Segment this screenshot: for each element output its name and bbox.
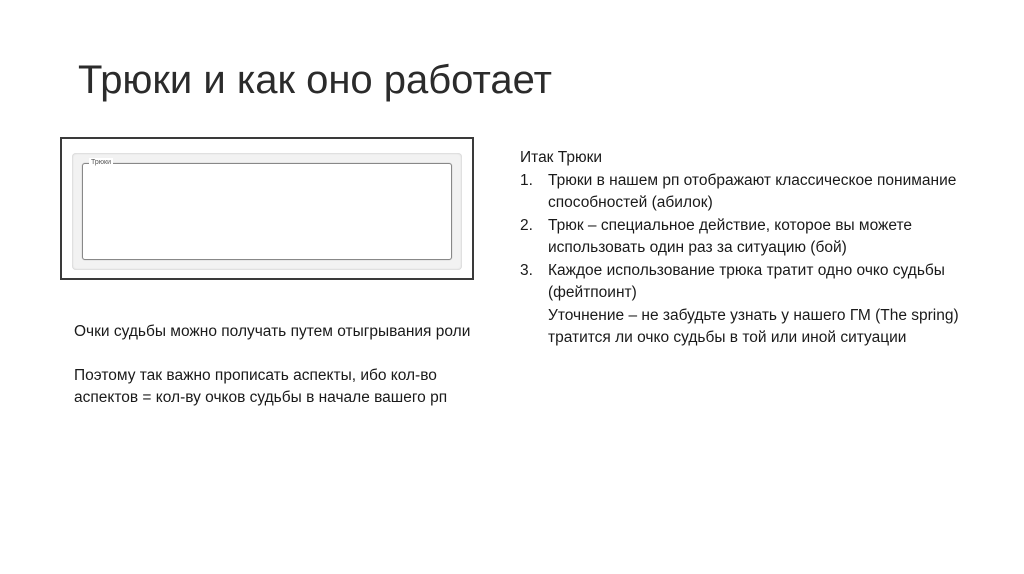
list-item-text: Каждое использование трюка тратит одно очко судьбы (фейтпоинт) — [548, 261, 945, 301]
aspects-paragraph: Поэтому так важно прописать аспекты, ибо кол-во аспектов = кол-ву очков судьбы в начале вашего рп — [74, 367, 448, 406]
fieldset-legend: Трюки — [91, 159, 111, 166]
fate-points-paragraph: Очки судьбы можно получать путем отыгрывания роли — [74, 323, 471, 340]
left-text-block — [74, 321, 484, 409]
list-item-note: Уточнение – не забудьте узнать у нашего ГМ (The spring) тратится ли очко судьбы в той или иной ситуации — [548, 306, 959, 346]
list-number: 1. — [520, 171, 533, 189]
stunts-list — [520, 170, 970, 350]
list-intro: Итак Трюки — [520, 149, 603, 166]
list-item-text: Трюк – специальное действие, которое вы можете использовать один раз за ситуацию (бой) — [548, 216, 913, 256]
screenshot-image — [60, 137, 474, 280]
list-number: 2. — [520, 216, 533, 234]
list-item-text: Трюки в нашем рп отображают классическое понимание способностей (абилок) — [548, 171, 957, 211]
list-number: 3. — [520, 261, 533, 279]
right-text-block — [520, 147, 970, 350]
list-item — [520, 170, 970, 215]
image-panel — [72, 153, 462, 270]
slide-title: Трюки и как оно работает — [78, 58, 552, 102]
list-item — [520, 215, 970, 260]
list-item — [520, 260, 970, 350]
stunts-fieldset — [82, 159, 452, 260]
